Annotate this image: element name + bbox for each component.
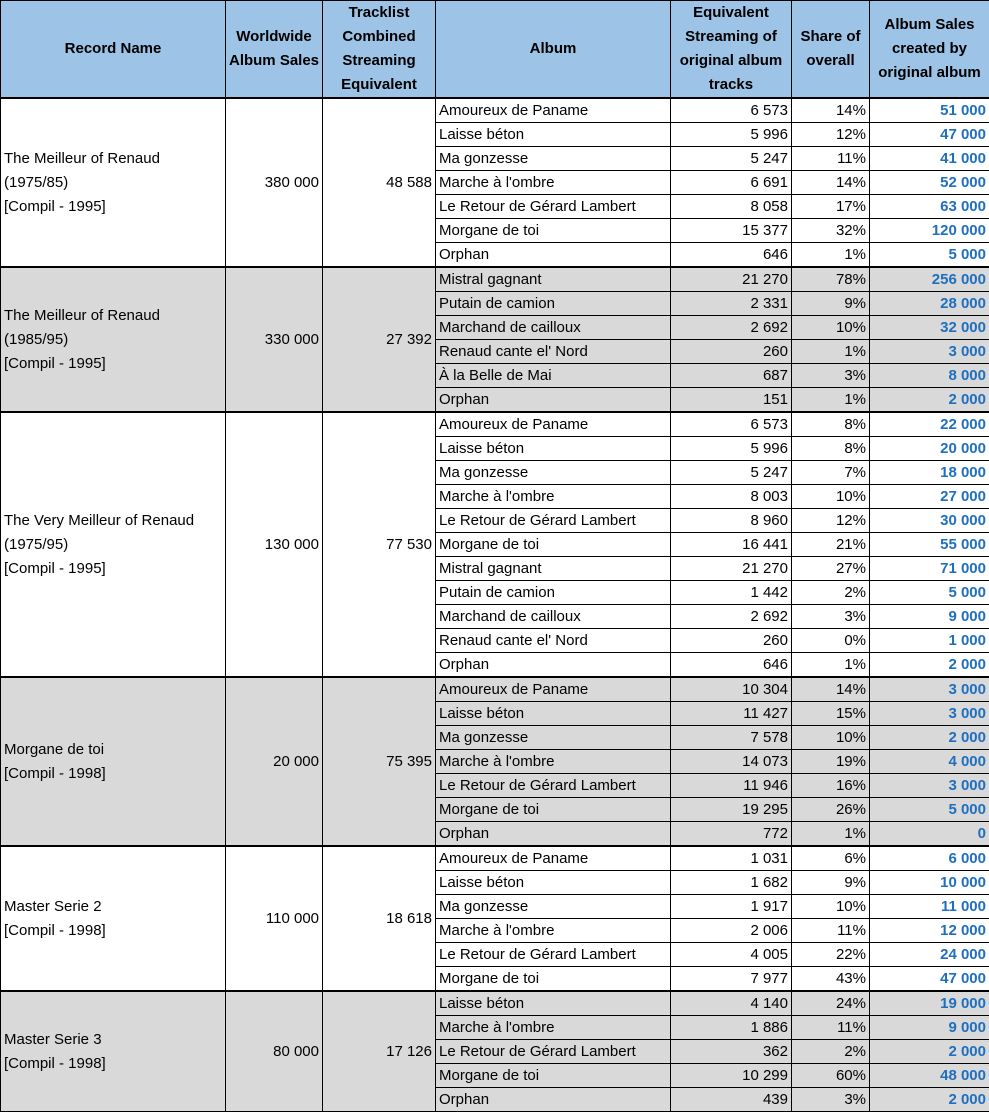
- album-sales-cell: 4 000: [870, 750, 989, 774]
- equivalent-streaming-cell: 1 031: [671, 846, 792, 871]
- share-cell: 7%: [792, 461, 870, 485]
- equivalent-streaming-cell: 7 578: [671, 726, 792, 750]
- worldwide-sales-cell: 80 000: [226, 991, 323, 1112]
- tracklist-streaming-cell: 48 588: [323, 98, 436, 267]
- equivalent-streaming-cell: 646: [671, 243, 792, 268]
- share-cell: 6%: [792, 846, 870, 871]
- share-cell: 11%: [792, 919, 870, 943]
- equivalent-streaming-cell: 2 692: [671, 316, 792, 340]
- album-cell: Putain de camion: [436, 292, 671, 316]
- album-cell: Marche à l'ombre: [436, 750, 671, 774]
- album-sales-cell: 18 000: [870, 461, 989, 485]
- equivalent-streaming-cell: 772: [671, 822, 792, 847]
- table-body: [1, 98, 989, 1112]
- equivalent-streaming-cell: 11 427: [671, 702, 792, 726]
- album-sales-cell: 12 000: [870, 919, 989, 943]
- worldwide-sales-cell: 110 000: [226, 846, 323, 991]
- equivalent-streaming-cell: 1 442: [671, 581, 792, 605]
- share-cell: 9%: [792, 871, 870, 895]
- album-cell: Ma gonzesse: [436, 895, 671, 919]
- album-sales-cell: 52 000: [870, 171, 989, 195]
- equivalent-streaming-cell: 5 247: [671, 147, 792, 171]
- equivalent-streaming-cell: 4 140: [671, 991, 792, 1016]
- record-name-line: (1975/85): [4, 173, 69, 191]
- equivalent-streaming-cell: 2 692: [671, 605, 792, 629]
- album-cell: À la Belle de Mai: [436, 364, 671, 388]
- worldwide-sales-cell: 20 000: [226, 677, 323, 846]
- album-cell: Laisse béton: [436, 437, 671, 461]
- album-sales-cell: 2 000: [870, 653, 989, 678]
- share-cell: 26%: [792, 798, 870, 822]
- album-sales-cell: 10 000: [870, 871, 989, 895]
- share-cell: 3%: [792, 364, 870, 388]
- album-sales-cell: 63 000: [870, 195, 989, 219]
- equivalent-streaming-cell: 5 996: [671, 123, 792, 147]
- tracklist-streaming-cell: 77 530: [323, 412, 436, 677]
- album-cell: Renaud cante el' Nord: [436, 340, 671, 364]
- share-cell: 1%: [792, 340, 870, 364]
- table-row: [1, 412, 989, 437]
- record-name-line: [Compil - 1995]: [4, 197, 106, 215]
- record-name-line: Master Serie 2: [4, 897, 102, 915]
- record-name-line: [Compil - 1998]: [4, 1054, 106, 1072]
- share-cell: 19%: [792, 750, 870, 774]
- table-row: [1, 991, 989, 1016]
- equivalent-streaming-cell: 362: [671, 1040, 792, 1064]
- equivalent-streaming-cell: 646: [671, 653, 792, 678]
- record-name-line: [Compil - 1998]: [4, 921, 106, 939]
- album-sales-cell: 27 000: [870, 485, 989, 509]
- share-cell: 60%: [792, 1064, 870, 1088]
- share-cell: 78%: [792, 267, 870, 292]
- share-cell: 10%: [792, 895, 870, 919]
- share-cell: 17%: [792, 195, 870, 219]
- album-sales-cell: 6 000: [870, 846, 989, 871]
- header-worldwide-sales: Worldwide Album Sales: [226, 1, 323, 99]
- worldwide-sales-cell: 330 000: [226, 267, 323, 412]
- album-cell: Le Retour de Gérard Lambert: [436, 509, 671, 533]
- equivalent-streaming-cell: 2 331: [671, 292, 792, 316]
- album-cell: Laisse béton: [436, 871, 671, 895]
- share-cell: 22%: [792, 943, 870, 967]
- record-name-line: The Meilleur of Renaud: [4, 149, 160, 167]
- album-sales-cell: 71 000: [870, 557, 989, 581]
- album-sales-cell: 11 000: [870, 895, 989, 919]
- worldwide-sales-cell: 380 000: [226, 98, 323, 267]
- share-cell: 21%: [792, 533, 870, 557]
- equivalent-streaming-cell: 14 073: [671, 750, 792, 774]
- share-cell: 14%: [792, 171, 870, 195]
- share-cell: 10%: [792, 316, 870, 340]
- album-sales-cell: 47 000: [870, 967, 989, 992]
- album-cell: Amoureux de Paname: [436, 846, 671, 871]
- album-sales-cell: 32 000: [870, 316, 989, 340]
- share-cell: 11%: [792, 1016, 870, 1040]
- album-cell: Morgane de toi: [436, 219, 671, 243]
- album-cell: Putain de camion: [436, 581, 671, 605]
- album-cell: Marchand de cailloux: [436, 605, 671, 629]
- album-cell: Orphan: [436, 822, 671, 847]
- album-sales-cell: 256 000: [870, 267, 989, 292]
- album-cell: Ma gonzesse: [436, 726, 671, 750]
- share-cell: 43%: [792, 967, 870, 992]
- equivalent-streaming-cell: 260: [671, 340, 792, 364]
- album-cell: Marche à l'ombre: [436, 1016, 671, 1040]
- album-sales-cell: 19 000: [870, 991, 989, 1016]
- record-name-line: [Compil - 1998]: [4, 764, 106, 782]
- table-row: [1, 98, 989, 123]
- album-cell: Laisse béton: [436, 991, 671, 1016]
- share-cell: 11%: [792, 147, 870, 171]
- album-cell: Morgane de toi: [436, 1064, 671, 1088]
- header-tracklist-streaming: Tracklist Combined Streaming Equivalent: [323, 1, 436, 99]
- record-name-cell: [1, 412, 226, 677]
- album-sales-cell: 5 000: [870, 798, 989, 822]
- share-cell: 15%: [792, 702, 870, 726]
- album-sales-cell: 48 000: [870, 1064, 989, 1088]
- share-cell: 9%: [792, 292, 870, 316]
- equivalent-streaming-cell: 5 247: [671, 461, 792, 485]
- tracklist-streaming-cell: 75 395: [323, 677, 436, 846]
- record-name-cell: [1, 267, 226, 412]
- album-sales-cell: 2 000: [870, 1088, 989, 1112]
- album-cell: Ma gonzesse: [436, 461, 671, 485]
- album-sales-cell: 41 000: [870, 147, 989, 171]
- album-cell: Laisse béton: [436, 702, 671, 726]
- header-equivalent-streaming: Equivalent Streaming of original album tracks: [671, 1, 792, 99]
- equivalent-streaming-cell: 8 003: [671, 485, 792, 509]
- share-cell: 8%: [792, 437, 870, 461]
- album-cell: Amoureux de Paname: [436, 98, 671, 123]
- album-cell: Ma gonzesse: [436, 147, 671, 171]
- share-cell: 10%: [792, 485, 870, 509]
- album-sales-cell: 55 000: [870, 533, 989, 557]
- album-sales-cell: 3 000: [870, 702, 989, 726]
- share-cell: 1%: [792, 243, 870, 268]
- header-share: Share of overall: [792, 1, 870, 99]
- share-cell: 24%: [792, 991, 870, 1016]
- worldwide-sales-cell: 130 000: [226, 412, 323, 677]
- album-cell: Laisse béton: [436, 123, 671, 147]
- album-sales-cell: 3 000: [870, 774, 989, 798]
- album-sales-cell: 9 000: [870, 605, 989, 629]
- album-cell: Orphan: [436, 243, 671, 268]
- album-sales-cell: 120 000: [870, 219, 989, 243]
- share-cell: 32%: [792, 219, 870, 243]
- tracklist-streaming-cell: 18 618: [323, 846, 436, 991]
- share-cell: 1%: [792, 822, 870, 847]
- share-cell: 10%: [792, 726, 870, 750]
- album-sales-cell: 9 000: [870, 1016, 989, 1040]
- album-cell: Mistral gagnant: [436, 557, 671, 581]
- album-sales-cell: 47 000: [870, 123, 989, 147]
- share-cell: 12%: [792, 509, 870, 533]
- album-sales-cell: 20 000: [870, 437, 989, 461]
- album-sales-cell: 2 000: [870, 726, 989, 750]
- share-cell: 0%: [792, 629, 870, 653]
- share-cell: 1%: [792, 388, 870, 413]
- equivalent-streaming-cell: 151: [671, 388, 792, 413]
- record-name-cell: [1, 677, 226, 846]
- album-cell: Le Retour de Gérard Lambert: [436, 195, 671, 219]
- share-cell: 1%: [792, 653, 870, 678]
- album-cell: Mistral gagnant: [436, 267, 671, 292]
- share-cell: 14%: [792, 677, 870, 702]
- album-cell: Amoureux de Paname: [436, 412, 671, 437]
- record-name-line: Morgane de toi: [4, 740, 105, 758]
- album-cell: Marchand de cailloux: [436, 316, 671, 340]
- album-sales-cell: 5 000: [870, 581, 989, 605]
- equivalent-streaming-cell: 1 886: [671, 1016, 792, 1040]
- record-name-line: [Compil - 1995]: [4, 354, 106, 372]
- album-cell: Morgane de toi: [436, 967, 671, 992]
- share-cell: 8%: [792, 412, 870, 437]
- equivalent-streaming-cell: 21 270: [671, 557, 792, 581]
- album-cell: Orphan: [436, 1088, 671, 1112]
- album-sales-cell: 51 000: [870, 98, 989, 123]
- equivalent-streaming-cell: 439: [671, 1088, 792, 1112]
- equivalent-streaming-cell: 10 299: [671, 1064, 792, 1088]
- album-sales-cell: 1 000: [870, 629, 989, 653]
- share-cell: 14%: [792, 98, 870, 123]
- album-sales-cell: 2 000: [870, 388, 989, 413]
- equivalent-streaming-cell: 6 573: [671, 98, 792, 123]
- equivalent-streaming-cell: 1 917: [671, 895, 792, 919]
- equivalent-streaming-cell: 6 691: [671, 171, 792, 195]
- record-name-cell: [1, 846, 226, 991]
- equivalent-streaming-cell: 260: [671, 629, 792, 653]
- equivalent-streaming-cell: 687: [671, 364, 792, 388]
- header-album-sales: Album Sales created by original album: [870, 1, 989, 99]
- album-cell: Morgane de toi: [436, 533, 671, 557]
- album-cell: Marche à l'ombre: [436, 485, 671, 509]
- album-cell: Morgane de toi: [436, 798, 671, 822]
- header-record-name: Record Name: [1, 1, 226, 99]
- record-name-line: (1975/95): [4, 535, 69, 553]
- album-sales-cell: 3 000: [870, 340, 989, 364]
- share-cell: 2%: [792, 1040, 870, 1064]
- album-sales-cell: 8 000: [870, 364, 989, 388]
- record-name-line: Master Serie 3: [4, 1030, 102, 1048]
- header-album: Album: [436, 1, 671, 99]
- share-cell: 2%: [792, 581, 870, 605]
- album-sales-cell: 22 000: [870, 412, 989, 437]
- share-cell: 12%: [792, 123, 870, 147]
- album-sales-cell: 0: [870, 822, 989, 847]
- equivalent-streaming-cell: 4 005: [671, 943, 792, 967]
- equivalent-streaming-cell: 7 977: [671, 967, 792, 992]
- album-cell: Renaud cante el' Nord: [436, 629, 671, 653]
- share-cell: 3%: [792, 605, 870, 629]
- equivalent-streaming-cell: 5 996: [671, 437, 792, 461]
- album-sales-cell: 3 000: [870, 677, 989, 702]
- record-name-line: The Meilleur of Renaud: [4, 306, 160, 324]
- record-name-line: [Compil - 1995]: [4, 559, 106, 577]
- equivalent-streaming-cell: 2 006: [671, 919, 792, 943]
- record-name-line: (1985/95): [4, 330, 69, 348]
- equivalent-streaming-cell: 6 573: [671, 412, 792, 437]
- album-cell: Marche à l'ombre: [436, 171, 671, 195]
- equivalent-streaming-cell: 21 270: [671, 267, 792, 292]
- equivalent-streaming-cell: 8 960: [671, 509, 792, 533]
- album-sales-cell: 2 000: [870, 1040, 989, 1064]
- album-sales-cell: 5 000: [870, 243, 989, 268]
- album-sales-cell: 30 000: [870, 509, 989, 533]
- equivalent-streaming-cell: 15 377: [671, 219, 792, 243]
- equivalent-streaming-cell: 8 058: [671, 195, 792, 219]
- tracklist-streaming-cell: 17 126: [323, 991, 436, 1112]
- share-cell: 27%: [792, 557, 870, 581]
- equivalent-streaming-cell: 1 682: [671, 871, 792, 895]
- record-name-line: The Very Meilleur of Renaud: [4, 511, 195, 529]
- album-cell: Orphan: [436, 388, 671, 413]
- equivalent-streaming-cell: 19 295: [671, 798, 792, 822]
- equivalent-streaming-cell: 16 441: [671, 533, 792, 557]
- album-sales-cell: 28 000: [870, 292, 989, 316]
- album-cell: Le Retour de Gérard Lambert: [436, 943, 671, 967]
- record-name-cell: [1, 991, 226, 1112]
- header-row: [1, 1, 989, 99]
- album-cell: Marche à l'ombre: [436, 919, 671, 943]
- table-row: [1, 846, 989, 871]
- share-cell: 3%: [792, 1088, 870, 1112]
- share-cell: 16%: [792, 774, 870, 798]
- tracklist-streaming-cell: 27 392: [323, 267, 436, 412]
- album-cell: Le Retour de Gérard Lambert: [436, 1040, 671, 1064]
- record-name-cell: [1, 98, 226, 267]
- equivalent-streaming-cell: 11 946: [671, 774, 792, 798]
- table-row: [1, 677, 989, 702]
- album-cell: Amoureux de Paname: [436, 677, 671, 702]
- album-cell: Le Retour de Gérard Lambert: [436, 774, 671, 798]
- album-sales-cell: 24 000: [870, 943, 989, 967]
- album-cell: Orphan: [436, 653, 671, 678]
- equivalent-streaming-cell: 10 304: [671, 677, 792, 702]
- table-row: [1, 267, 989, 292]
